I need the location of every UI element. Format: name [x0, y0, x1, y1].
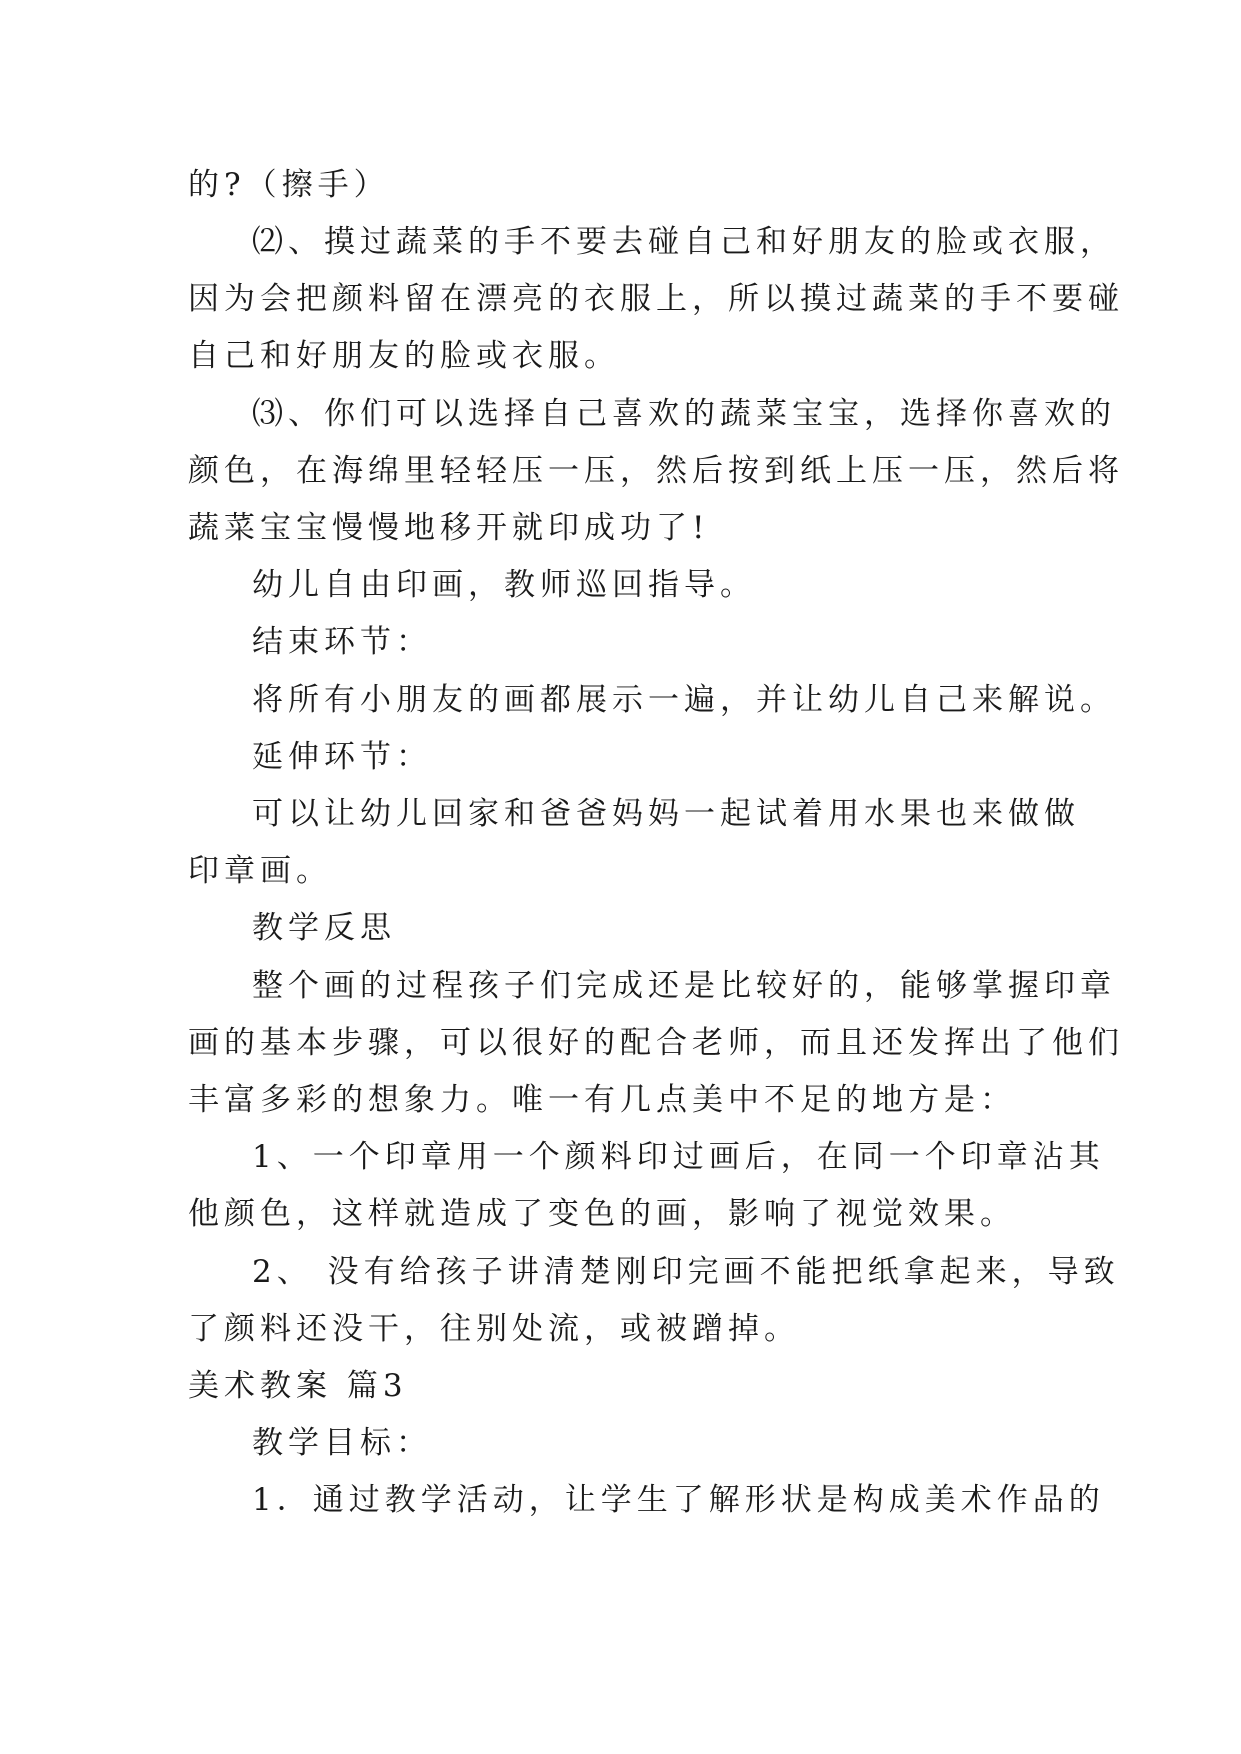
text-line: 印章画。 [188, 853, 332, 889]
text-line: 可以让幼儿回家和爸爸妈妈一起试着用水果也来做做 [252, 796, 1080, 832]
text-line: 了颜料还没干，往别处流，或被蹭掉。 [188, 1311, 800, 1347]
text-line: 1、一个印章用一个颜料印过画后，在同一个印章沾其 [252, 1139, 1105, 1175]
text-line: 延伸环节： [252, 739, 432, 775]
text-line: 蔬菜宝宝慢慢地移开就印成功了! [188, 510, 710, 546]
text-line: 整个画的过程孩子们完成还是比较好的，能够掌握印章 [252, 968, 1116, 1004]
text-line: 结束环节： [252, 624, 432, 660]
text-line: 丰富多彩的想象力。唯一有几点美中不足的地方是： [188, 1082, 1016, 1118]
text-line: ⑵、摸过蔬菜的手不要去碰自己和好朋友的脸或衣服， [252, 224, 1116, 260]
text-line: 的?（擦手） [188, 167, 390, 203]
section-heading: 美术教案 篇3 [188, 1368, 408, 1404]
text-line: 1．通过教学活动，让学生了解形状是构成美术作品的 [252, 1482, 1105, 1518]
text-line: 因为会把颜料留在漂亮的衣服上，所以摸过蔬菜的手不要碰 [188, 281, 1124, 317]
text-line: 画的基本步骤，可以很好的配合老师，而且还发挥出了他们 [188, 1025, 1124, 1061]
text-line: 教学目标： [252, 1425, 432, 1461]
text-line: ⑶、你们可以选择自己喜欢的蔬菜宝宝，选择你喜欢的 [252, 396, 1116, 432]
text-line: 将所有小朋友的画都展示一遍，并让幼儿自己来解说。 [252, 682, 1116, 718]
text-line: 他颜色，这样就造成了变色的画，影响了视觉效果。 [188, 1196, 1016, 1232]
text-line: 2、 没有给孩子讲清楚刚印完画不能把纸拿起来，导致 [252, 1254, 1120, 1290]
text-line: 幼儿自由印画，教师巡回指导。 [252, 567, 756, 603]
text-line: 自己和好朋友的脸或衣服。 [188, 338, 620, 374]
text-line: 颜色，在海绵里轻轻压一压，然后按到纸上压一压，然后将 [188, 453, 1124, 489]
text-line: 教学反思 [252, 910, 396, 946]
